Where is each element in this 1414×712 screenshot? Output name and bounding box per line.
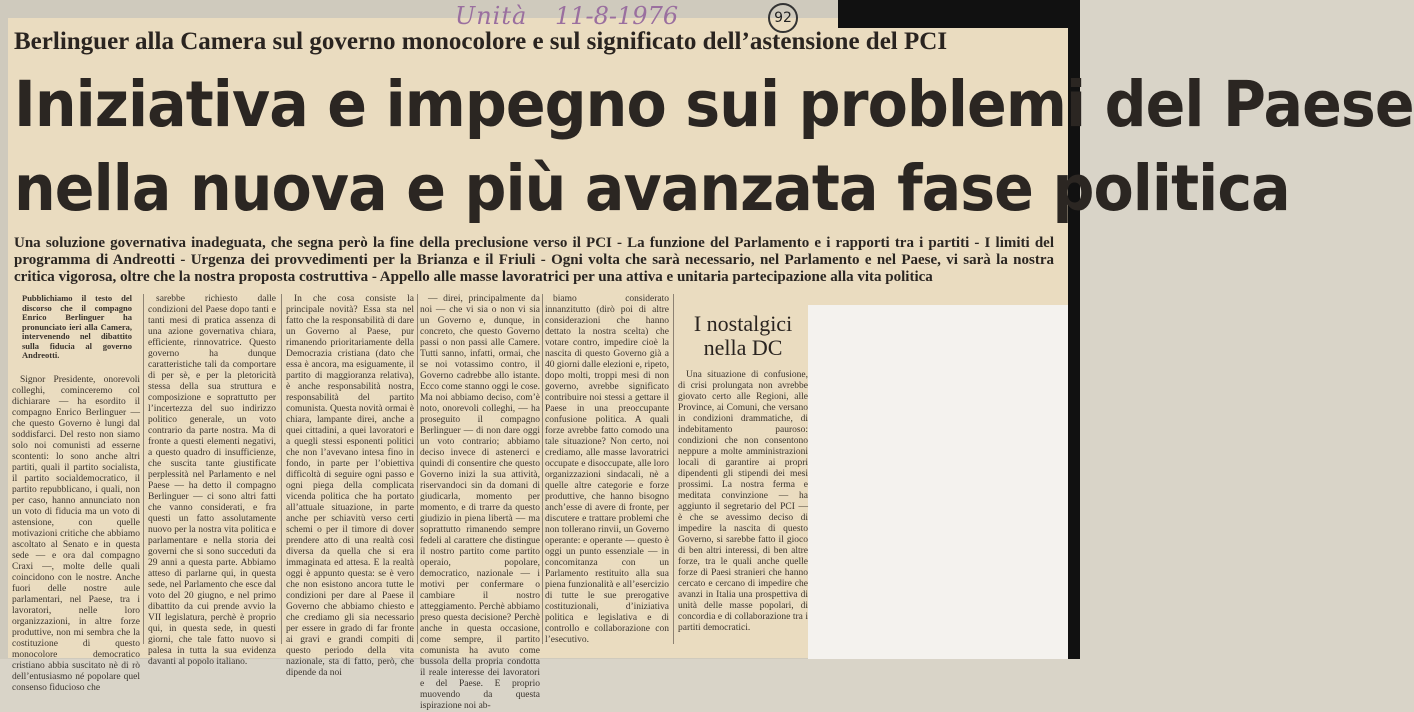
article-intro: Pubblichiamo il testo del discorso che il compagno Enrico Berlinguer ha pronunciato ieri alla Camera, intervenendo nel dibattito sulla fiducia al governo Andreotti. <box>22 293 132 360</box>
summary-subheadline: Una soluzione governativa inadeguata, che segna però la fine della preclusione verso il PCI - La funzione del Parlamento e i rapporti tra i partiti - I limiti del programma di Andreotti - Urgenza dei provvedimenti per la Brianza e il Friuli - Ogni volta che sarà necessario, nel Parlamento e nel Paese, vi sarà la nostra critica vigorosa, oltre che la nostra proposta costruttiva - Appello alle masse lavoratrici per una attiva e unitaria partecipazione alla vita politica <box>14 235 1054 285</box>
column-divider <box>143 294 144 644</box>
sidebar-title: I nostalgici nella DC <box>693 311 793 360</box>
column-text: sarebbe richiesto dalle condizioni del Paese dopo tanti e tanti mesi di pratica assenza di una azione governativa chiara, efficiente, rinnovatrice. Questo governo ha dunque caratteristiche tali da comportare di per sè, e per la pletoricità stessa della sua struttura e composizione e soprattutto per l’incertezza del suo indirizzo politico generale, un voto contrario da parte nostra. Ma di fronte a questi elementi negativi, a questo quadro di insufficienze, che suscita tante giustificate perplessità nel Parlamento e nel Paese — ha detto il compagno Berlinguer — ci sono altri fatti che vanno considerati, e fra questi un fatto assolutamente nuovo per la nostra vita politica e parlamentare e nella storia dei governi che si sono succeduti da 29 anni a questa parte. Abbiamo atteso di parlarne qui, in questa sede, nel Parlamento che esce dal voto del 20 giugno, e nel primo dibattito da cui prende avvio la VII legislatura, perchè è proprio qui, in questa sede, in questi giorni, che tale fatto nuovo si palesa in tutta la sua evidenza davanti al popolo italiano. <box>148 294 276 667</box>
column-text: Signor Presidente, onorevoli colleghi, cominceremo col dichiarare — ha esordito il compagno Enrico Berlinguer — che questo Governo è lungi dal soddisfarci. Del resto non siamo solo noi comunisti ad esserne scontenti: lo sono anche altri partiti, quali il partito socialista, il partito socialdemocratico, il partito repubblicano, i quali, non per caso, hanno annunciato non un voto di fiducia ma un voto di astensione, con quelle motivazioni critiche che abbiamo ascoltato al Senato e in questa sede — e ora dal compagno Craxi —, molte delle quali coincidono con le nostre. Anche fuori delle nostre aule parlamentari, nel Paese, tra i lavoratori, nelle loro organizzazioni, in altre forze produttive, non mi sembra che la costituzione di questo monocolore democratico cristiano abbia suscitato nè di rò dell’entusiasmo né popolare quel consenso fiducioso che <box>12 374 140 693</box>
article-column-5 <box>545 294 669 645</box>
article-column-6 <box>678 370 808 633</box>
kicker-headline: Berlinguer alla Camera sul governo monocolore e sul significato dell’astensione del PCI <box>14 28 948 55</box>
handwritten-paper-name: Unità <box>455 2 528 30</box>
handwritten-date: 11-8-1976 <box>555 2 679 30</box>
column-text: Una situazione di confusione, di crisi prolungata non avrebbe giovato certo alle Regioni, alle Province, ai Comuni, che versano in condizioni drammatiche, di indebitamento pauroso: condizioni che non consentono neppure a molte amministrazioni locali di garantire ai propri dipendenti gli stipendi dei mesi prossimi. La nostra ferma e meditata convinzione — ha aggiunto il segretario del PCI — è che se avessimo deciso di impedire la nascita di questo Governo, si sarebbe fatto il gioco di ben altri interessi, di ben altre forze, tra le quali anche quelle forze di Paesi stranieri che hanno cercato e cercano di impedire che avanzi in Italia una prospettiva di unità delle masse popolari, di concordia e di collaborazione tra i partiti democratici. <box>678 370 808 633</box>
handwritten-number: 92 <box>768 3 798 33</box>
article-column-4 <box>420 294 540 711</box>
column-divider <box>417 294 418 644</box>
column-text: In che cosa consiste la principale novità? Essa sta nel fatto che la responsabilità di dare un Governo al Paese, pur rimanendo prioritariamente della Democrazia cristiana (dato che essa è ancora, ma esiguamente, il partito di maggioranza relativa), è anche responsabilità nostra, responsabilità del partito comunista. Questa novità ormai è chiara, lampante direi, anche a quei cittadini, a quei lavoratori e a quegli stessi esponenti politici che non l’avevano intesa fino in fondo, in parte per l’obiettiva difficoltà di seguire ogni passo e ogni piega della complicata vicenda politica che ha portato all’attuale situazione, in parte anche per schiavitù verso certi schemi o per il timore di dover prendere atto di una realtà così diversa da quella che si era immaginata ed attesa. E la realtà oggi è appunto questa: se è vero che non esistono ancora tutte le condizioni per dare al Paese il Governo che abbiamo chiesto e che crediamo gli sia necessario per essere in grado di far fronte ai gravi e grandi compiti di questo periodo della vita nazionale, sta di fatto, però, che dipende da noi <box>286 294 414 678</box>
column-divider <box>542 294 543 644</box>
scan-shadow-top <box>838 0 1080 28</box>
article-column-3 <box>286 294 414 678</box>
headline-line-2: nella nuova e più avanzata fase politica <box>14 152 1290 225</box>
article-column-1 <box>12 293 140 693</box>
headline-line-1: Iniziativa e impegno sui problemi del Paese <box>14 68 1414 141</box>
column-divider <box>673 294 674 644</box>
column-text: biamo considerato innanzitutto (dirò poi di altre considerazioni che hanno dettato la nostra scelta) che votare contro, impedire cioè la nascita di questo Governo già a 40 giorni dalle elezioni e, ripeto, dopo molti, troppi mesi di non governo, avrebbe significato contribuire noi stessi a gettare il Paese in una preoccupante confusione politica. A quali forze avrebbe fatto comodo una tale situazione? Non certo, noi crediamo, alle masse lavoratrici occupate e disoccupate, alle loro organizzazioni sindacali, nè a quelle altre categorie e forze produttive, che hanno bisogno anch’esse di avere di fronte, per discutere e trattare problemi che non tollerano rinvii, un Governo operante: e operante — questo è oggi un punto essenziale — in concomitanza con un Parlamento restituito alla sua piena funzionalità e all’esercizio di tutte le sue prerogative costituzionali, d’iniziativa politica e legislativa e di controllo e collaborazione con l’esecutivo. <box>545 294 669 645</box>
blank-paper-area <box>808 305 1068 659</box>
article-column-2 <box>148 294 276 667</box>
column-divider <box>281 294 282 644</box>
column-text: — direi, principalmente da noi — che vi sia o non vi sia un Governo e, dunque, in concreto, che questo Governo passi o non passi alle Camere. Tutti sanno, infatti, ormai, che se noi votassimo contro, il Governo cadrebbe allo istante. Ecco come stanno oggi le cose. Ma noi abbiamo deciso, com’è noto, onorevoli colleghi, — ha proseguito il compagno Berlinguer — di non dare oggi un voto contrario; abbiamo deciso invece di astenerci e quindi di consentire che questo Governo inizi la sua attività, riservandoci sin da domani di giudicarla, momento per momento, e di trarre da questo giudizio in piena libertà — ma soprattutto rimanendo sempre fedeli al carattere che distingue il nostro partito come partito operaio, popolare, democratico, nazionale — i motivi per confermare o cambiare il nostro atteggiamento. Perchè abbiamo preso questa decisione? Perchè anche in questa occasione, come sempre, il partito comunista ha avuto come bussola della propria condotta il reale interesse dei lavoratori e del Paese. E proprio muovendo da questa ispirazione noi ab- <box>420 294 540 711</box>
